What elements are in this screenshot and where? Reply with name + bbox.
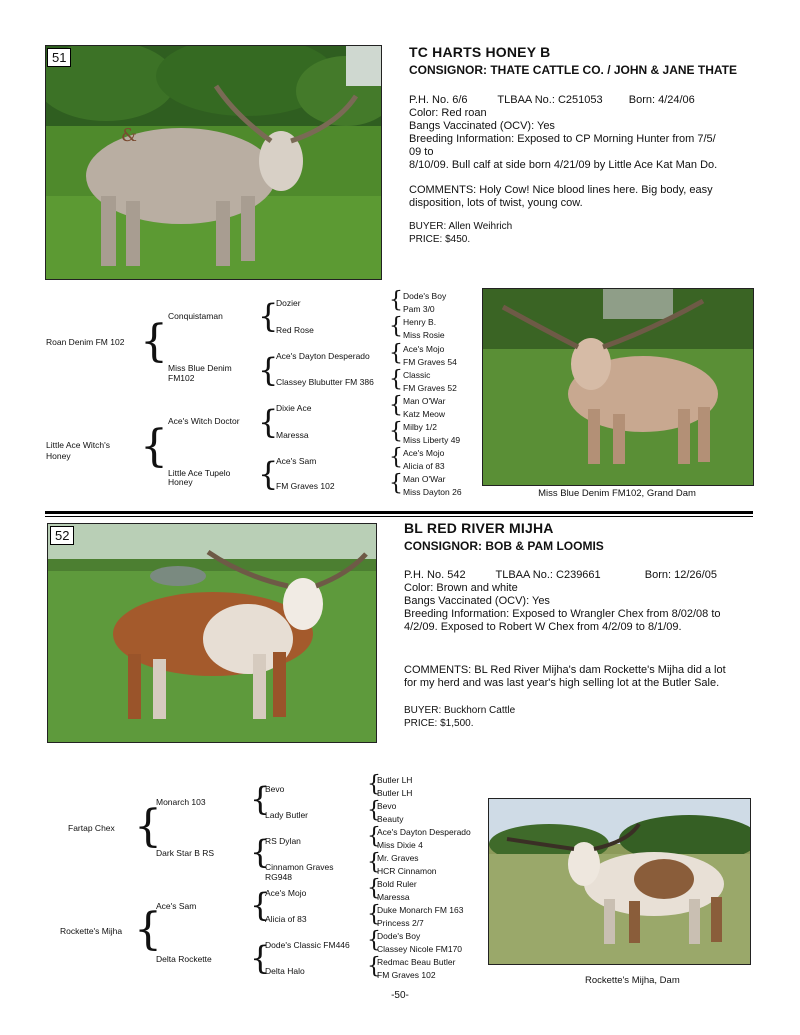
lot-52-cow-photo — [47, 523, 377, 743]
color: Color: Brown and white — [404, 582, 518, 594]
brace: { — [389, 367, 403, 392]
brace: { — [134, 801, 162, 852]
born-date: Born: 4/24/06 — [628, 94, 695, 106]
brace: { — [250, 886, 271, 924]
brace: { — [140, 316, 168, 367]
breeding-info-line: 8/10/09. Bull calf at side born 4/21/09 by Little Ace Kat Man Do. — [409, 159, 718, 171]
sire: Roan Denim FM 102 — [46, 337, 125, 347]
brace: { — [367, 876, 381, 901]
brace: { — [367, 928, 381, 953]
brace: { — [389, 341, 403, 366]
brace: { — [258, 297, 279, 335]
brace: { — [367, 954, 381, 979]
great-great-grandparent: HCR Cinnamon — [377, 866, 437, 876]
brace: { — [250, 833, 271, 871]
great-great-grandparent: Miss Liberty 49 — [403, 435, 461, 445]
grandparent: Little Ace Tupelo Honey — [168, 468, 231, 487]
great-great-grandparent: FM Graves 52 — [403, 383, 457, 393]
great-grandparent: Cinnamon Graves RG948 — [265, 862, 334, 882]
great-great-grandparent: Henry B. — [403, 317, 437, 327]
great-great-grandparent: Ace's Mojo — [403, 344, 445, 354]
bangs-vaccinated: Bangs Vaccinated (OCV): Yes — [409, 120, 555, 132]
great-great-grandparent: Classic — [403, 370, 431, 380]
lot-title: TC HARTS HONEY B — [409, 44, 551, 60]
brace: { — [367, 902, 381, 927]
great-grandparent: Classey Blubutter FM 386 — [276, 377, 374, 387]
dam-photo — [488, 798, 751, 965]
great-grandparent: Lady Butler — [265, 810, 308, 820]
grandparent: Delta Rockette — [156, 954, 212, 964]
great-great-grandparent: Alicia of 83 — [403, 461, 445, 471]
brace: { — [367, 824, 381, 849]
svg-text:&: & — [121, 125, 138, 146]
breeding-info-line: 4/2/09. Exposed to Robert W Chex from 4/2/09 to 8/1/09. — [404, 621, 682, 633]
great-grandparent: Ace's Sam — [276, 456, 317, 466]
lot-number: 51 — [47, 48, 71, 67]
consignor: CONSIGNOR: BOB & PAM LOOMIS — [404, 539, 604, 553]
brace: { — [367, 772, 381, 797]
sire: Fartap Chex — [68, 823, 115, 833]
buyer: BUYER: Allen Weihrich — [409, 221, 513, 232]
brace: { — [258, 455, 279, 493]
great-grandparent: Delta Halo — [265, 966, 305, 976]
brace: { — [134, 904, 162, 955]
great-great-grandparent: Milby 1/2 — [403, 422, 438, 432]
great-great-grandparent: Duke Monarch FM 163 — [377, 905, 464, 915]
great-great-grandparent: Maressa — [377, 892, 410, 902]
born-date: Born: 12/26/05 — [644, 569, 717, 581]
brace: { — [258, 351, 279, 389]
great-great-grandparent: Dode's Boy — [377, 931, 421, 941]
comments-line: disposition, lots of twist, young cow. — [409, 197, 583, 209]
comments-line: for my herd and was last year's high selling lot at the Butler Sale. — [404, 677, 720, 689]
breeding-info-line: Breeding Information: Exposed to CP Morning Hunter from 7/5/ — [409, 133, 716, 145]
grandparent: Ace's Sam — [156, 901, 197, 911]
lot-info — [409, 94, 759, 246]
great-great-grandparent: Butler LH — [377, 788, 413, 798]
great-great-grandparent: Miss Rosie — [403, 330, 445, 340]
breeding-info-line: Breeding Information: Exposed to Wrangler Chex from 8/02/08 to — [404, 608, 721, 620]
great-great-grandparent: Bold Ruler — [377, 879, 417, 889]
page-number: -50- — [391, 990, 409, 1001]
grandparent: Ace's Witch Doctor — [168, 416, 240, 426]
grandparent: Monarch 103 — [156, 797, 206, 807]
buyer: BUYER: Buckhorn Cattle — [404, 705, 516, 716]
great-grandparent: RS Dylan — [265, 836, 301, 846]
tlbaa-number: TLBAA No.: C251053 — [497, 94, 603, 106]
dam-caption: Rockette's Mijha, Dam — [585, 975, 680, 986]
great-great-grandparent: FM Graves 102 — [377, 970, 436, 980]
brace: { — [389, 314, 403, 339]
price: PRICE: $450. — [409, 234, 471, 245]
comments-line: COMMENTS: Holy Cow! Nice blood lines here. Big body, easy — [409, 184, 713, 196]
great-great-grandparent: FM Graves 54 — [403, 357, 457, 367]
brace: { — [389, 471, 403, 496]
lot-info — [404, 569, 759, 730]
great-grandparent: FM Graves 102 — [276, 481, 335, 491]
great-great-grandparent: Katz Meow — [403, 409, 446, 419]
price: PRICE: $1,500. — [404, 718, 474, 729]
great-grandparent: Alicia of 83 — [265, 914, 307, 924]
grandparent: Miss Blue Denim FM102 — [168, 363, 232, 383]
comments-line: COMMENTS: BL Red River Mijha's dam Rockette's Mijha did a lot — [404, 664, 726, 676]
great-grandparent: Dixie Ace — [276, 403, 312, 413]
tlbaa-number: TLBAA No.: C239661 — [495, 569, 601, 581]
dam: Rockette's Mijha — [60, 926, 123, 936]
great-great-grandparent: Beauty — [377, 814, 404, 824]
grand-dam-caption: Miss Blue Denim FM102, Grand Dam — [538, 488, 696, 499]
grandparent: Dark Star B RS — [156, 848, 215, 858]
great-great-grandparent: Princess 2/7 — [377, 918, 424, 928]
grandparent: Conquistaman — [168, 311, 223, 321]
consignor: CONSIGNOR: THATE CATTLE CO. / JOHN & JANE THATE — [409, 63, 738, 77]
great-great-grandparent: Mr. Graves — [377, 853, 419, 863]
color: Color: Red roan — [409, 107, 487, 119]
dam: Little Ace Witch's Honey — [46, 440, 110, 461]
great-grandparent: Red Rose — [276, 325, 314, 335]
lot-51-cow-photo — [45, 45, 382, 280]
great-great-grandparent: Man O'War — [403, 474, 446, 484]
bangs-vaccinated: Bangs Vaccinated (OCV): Yes — [404, 595, 550, 607]
brace: { — [389, 393, 403, 418]
great-great-grandparent: Miss Dayton 26 — [403, 487, 462, 497]
great-grandparent: Dode's Classic FM446 — [265, 940, 350, 950]
great-great-grandparent: Ace's Mojo — [403, 448, 445, 458]
great-grandparent: Ace's Mojo — [265, 888, 307, 898]
great-great-grandparent: Butler LH — [377, 775, 413, 785]
great-great-grandparent: Ace's Dayton Desperado — [377, 827, 471, 837]
ph-number: P.H. No. 6/6 — [409, 94, 468, 106]
brace: { — [367, 798, 381, 823]
brace: { — [140, 421, 168, 472]
brace: { — [258, 403, 279, 441]
section-divider — [45, 511, 753, 514]
great-great-grandparent: Dode's Boy — [403, 291, 447, 301]
lot-title: BL RED RIVER MIJHA — [404, 520, 554, 536]
brace: { — [250, 780, 271, 818]
brace: { — [367, 850, 381, 875]
brace: { — [389, 288, 403, 313]
great-grandparent: Maressa — [276, 430, 309, 440]
great-great-grandparent: Pam 3/0 — [403, 304, 435, 314]
ph-number: P.H. No. 542 — [404, 569, 466, 581]
section-divider — [45, 516, 753, 517]
grand-dam-photo — [482, 288, 754, 486]
brace: { — [389, 445, 403, 470]
brace: { — [250, 939, 271, 977]
great-great-grandparent: Man O'War — [403, 396, 446, 406]
great-grandparent: Ace's Dayton Desperado — [276, 351, 370, 361]
great-grandparent: Dozier — [276, 298, 301, 308]
great-great-grandparent: Classey Nicole FM170 — [377, 944, 463, 954]
great-great-grandparent: Redmac Beau Butler — [377, 957, 456, 967]
great-great-grandparent: Miss Dixie 4 — [377, 840, 423, 850]
great-great-grandparent: Bevo — [377, 801, 397, 811]
breeding-info-line: 09 to — [409, 146, 434, 158]
lot-number: 52 — [50, 526, 74, 545]
brace: { — [389, 419, 403, 444]
great-grandparent: Bevo — [265, 784, 285, 794]
